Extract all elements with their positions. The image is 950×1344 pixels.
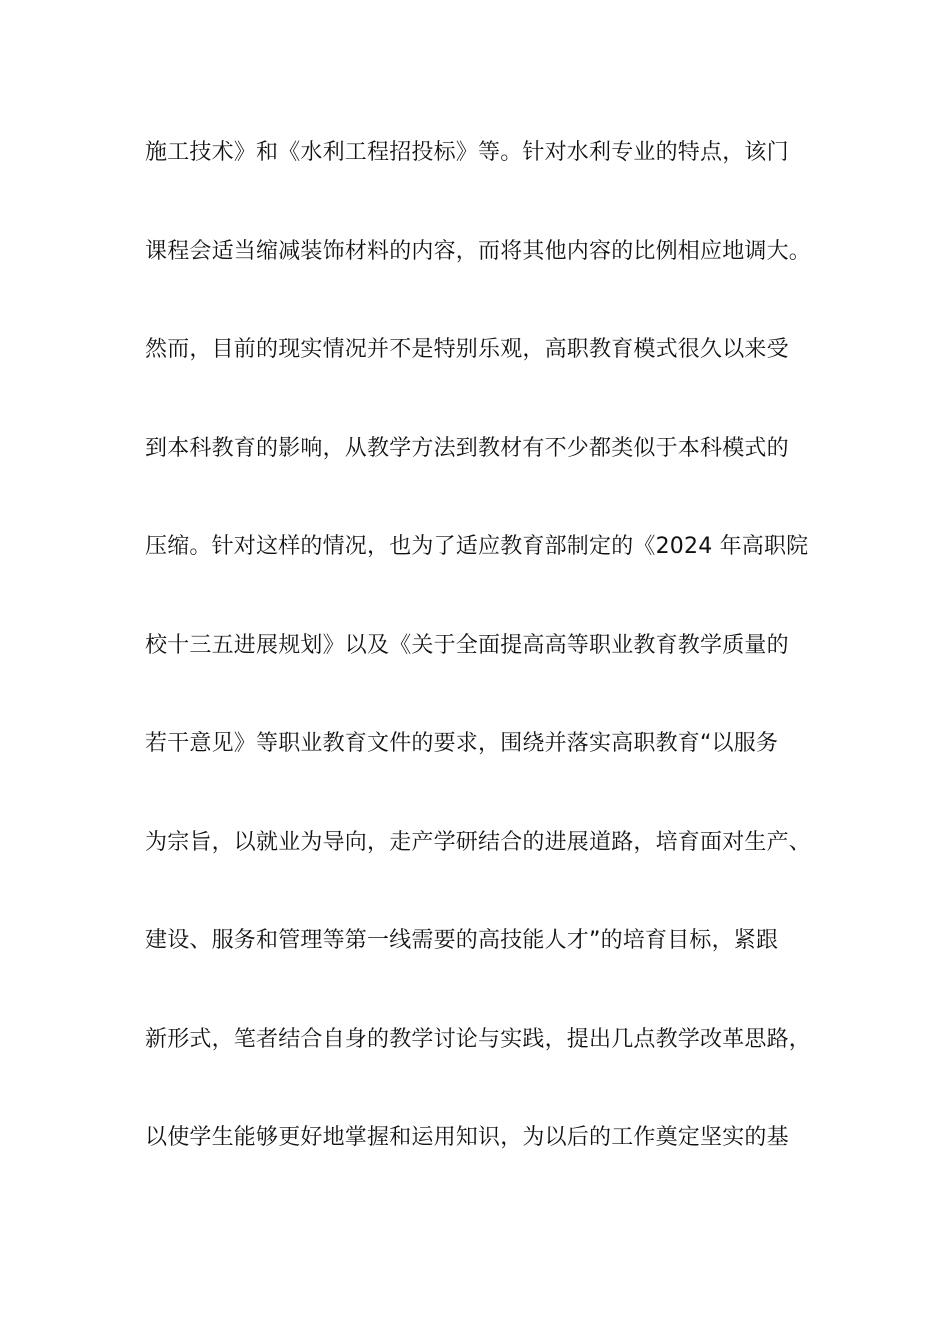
text-line: 施工技术》和《水利工程招投标》等。针对水利专业的特点，该门 xyxy=(145,140,789,165)
text-line: 建设、服务和管理等第一线需要的高技能人才”的培育目标，紧跟 xyxy=(145,928,779,953)
text-line: 若干意见》等职业教育文件的要求，围绕并落实高职教育“以服务 xyxy=(145,731,779,756)
text-line: 校十三五进展规划》以及《关于全面提高高等职业教育教学质量的 xyxy=(145,632,789,658)
text-line: 然而，目前的现实情况并不是特别乐观，高职教育模式很久以来受 xyxy=(145,337,789,362)
text-line: 新形式，笔者结合自身的教学讨论与实践，提出几点教学改革思路， xyxy=(145,1026,812,1052)
text-line: 为宗旨，以就业为导向，走产学研结合的进展道路，培育面对生产、 xyxy=(145,829,812,855)
body-text xyxy=(145,132,845,1216)
text-line: 课程会适当缩减装饰材料的内容，而将其他内容的比例相应地调大。 xyxy=(145,238,812,264)
text-line: 压缩。针对这样的情况，也为了适应教育部制定的《2024 年高职院 xyxy=(145,534,809,559)
text-line: 以使学生能够更好地掌握和运用知识，为以后的工作奠定坚实的基 xyxy=(145,1125,789,1150)
text-line: 到本科教育的影响，从教学方法到教材有不少都类似于本科模式的 xyxy=(145,435,789,461)
